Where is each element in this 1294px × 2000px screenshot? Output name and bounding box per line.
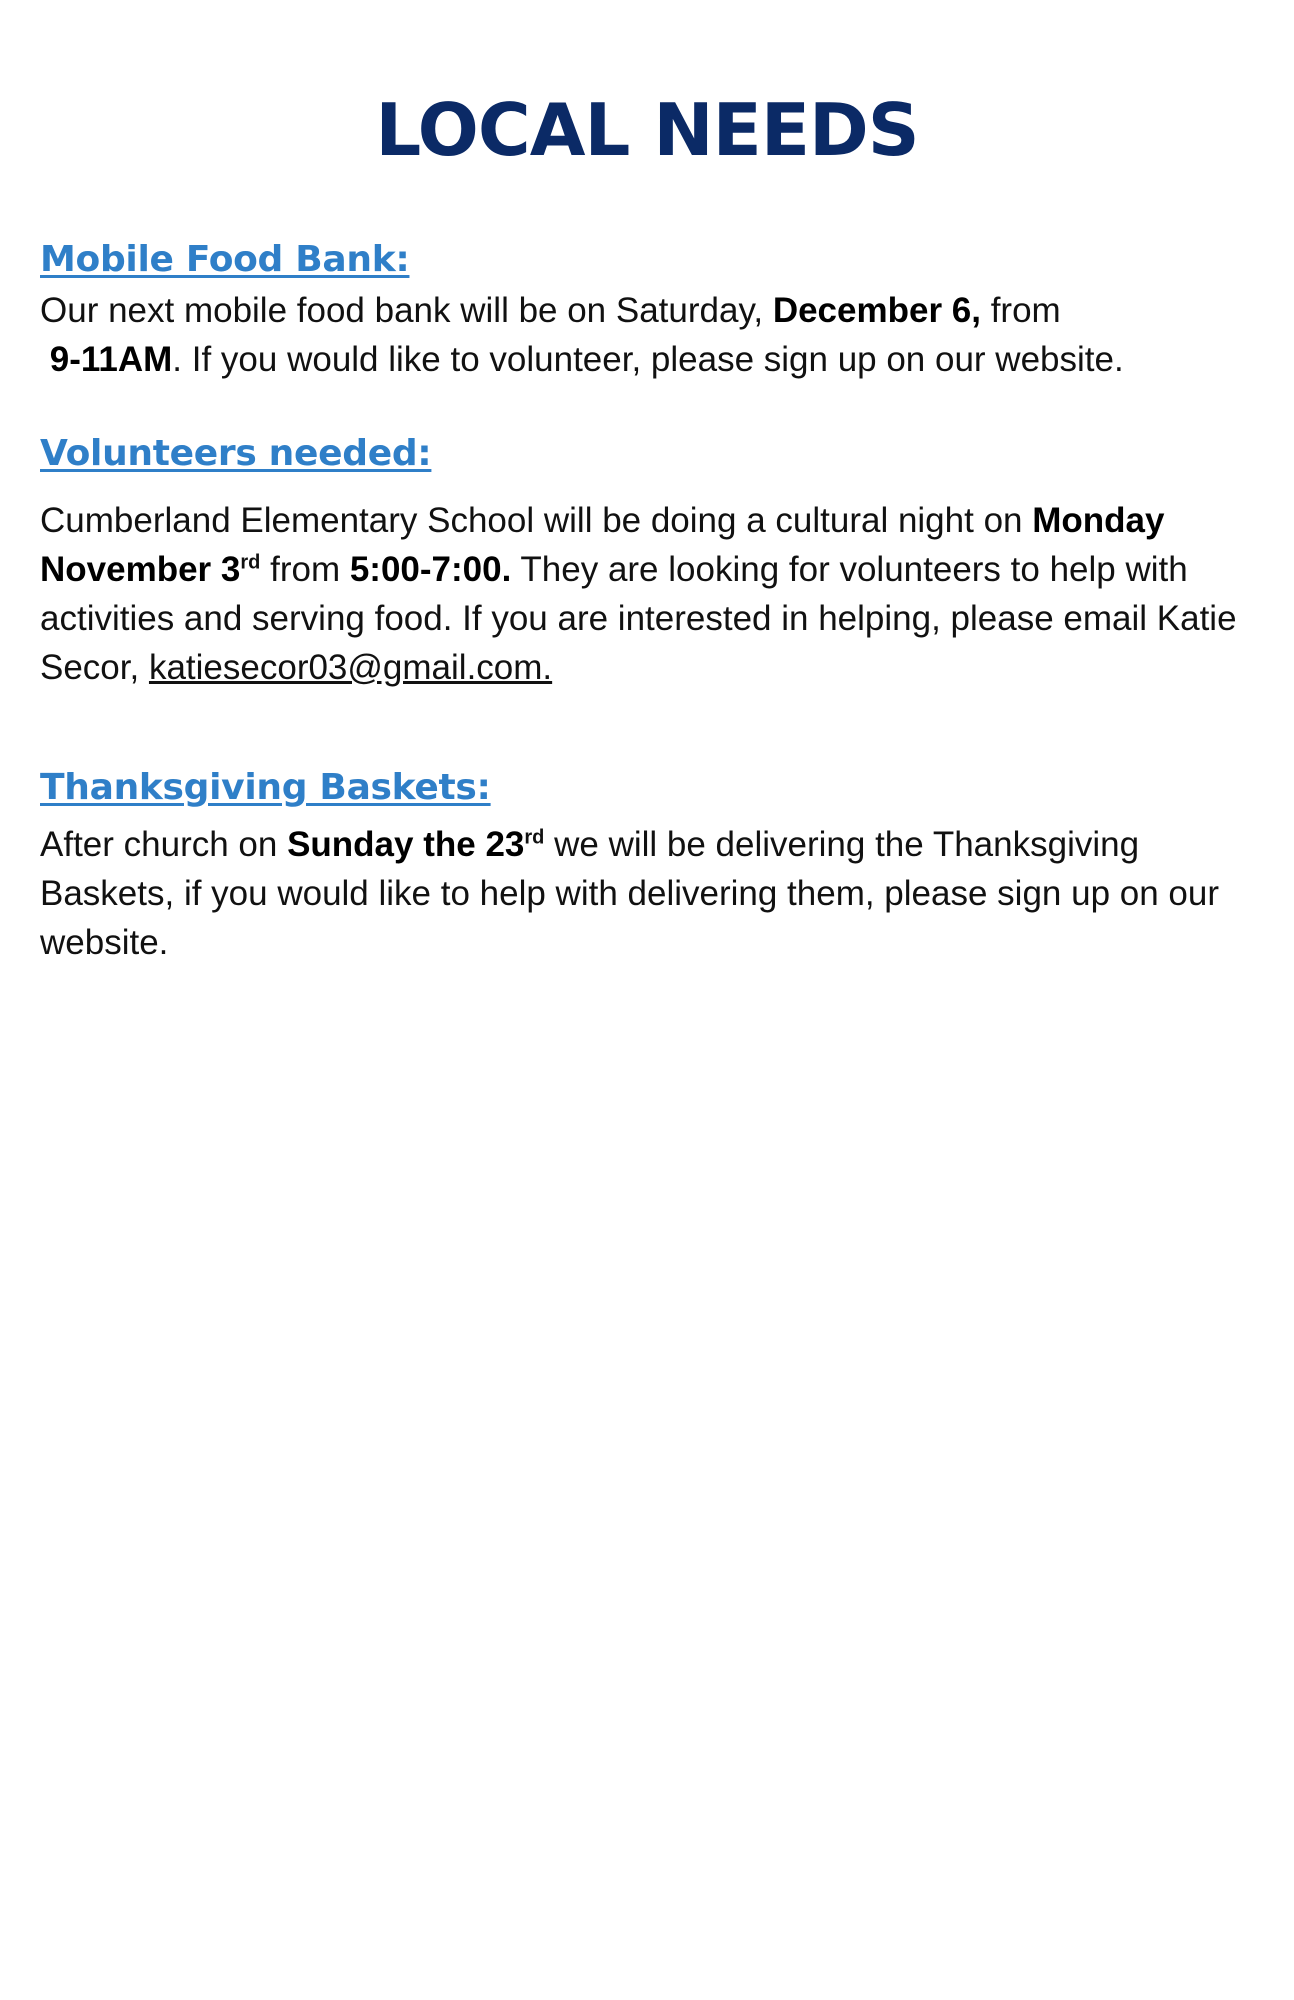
thanksgiving-baskets-heading: Thanksgiving Baskets: xyxy=(40,767,491,808)
mobile-food-bank-text xyxy=(40,286,1260,384)
thanksgiving-text-2: we will be delivering the Thanksgiving Baskets, if you would like to help with delivering them, please sign up on our website. xyxy=(40,825,1219,962)
food-bank-time: 9-11AM xyxy=(49,340,173,379)
volunteers-time: 5:00-7:00. xyxy=(349,550,512,589)
food-bank-date: December 6, xyxy=(772,291,981,330)
mobile-food-bank-heading: Mobile Food Bank: xyxy=(40,239,410,280)
volunteers-text-1: Cumberland Elementary School will be doing a cultural night on xyxy=(40,501,1033,540)
food-bank-text-1: Our next mobile food bank will be on Saturday, xyxy=(40,291,773,330)
page-title: LOCAL NEEDS xyxy=(375,88,919,172)
thanksgiving-date: Sunday the 23 xyxy=(287,825,525,864)
volunteers-text-3: They are looking for volunteers to help with activities and serving food. If you are interested in helping, please email Katie Secor, xyxy=(40,550,1237,687)
thanksgiving-text-1: After church on xyxy=(40,825,288,864)
volunteers-date-suffix: rd xyxy=(240,551,261,574)
volunteers-needed-section xyxy=(40,430,1260,692)
volunteers-date: Monday November 3 xyxy=(40,501,1165,589)
food-bank-text-3: . If you would like to volunteer, please sign up on our website. xyxy=(172,340,1124,379)
mobile-food-bank-section xyxy=(40,236,1260,384)
volunteers-text-2: from xyxy=(260,550,350,589)
volunteers-needed-heading: Volunteers needed: xyxy=(40,433,432,474)
thanksgiving-date-suffix: rd xyxy=(524,826,545,849)
food-bank-text-2: from xyxy=(980,291,1061,330)
volunteers-needed-text xyxy=(40,496,1260,692)
thanksgiving-baskets-text xyxy=(40,820,1260,967)
contact-email-link[interactable]: katiesecor03@gmail.com. xyxy=(148,648,553,687)
thanksgiving-baskets-section xyxy=(40,764,1260,967)
